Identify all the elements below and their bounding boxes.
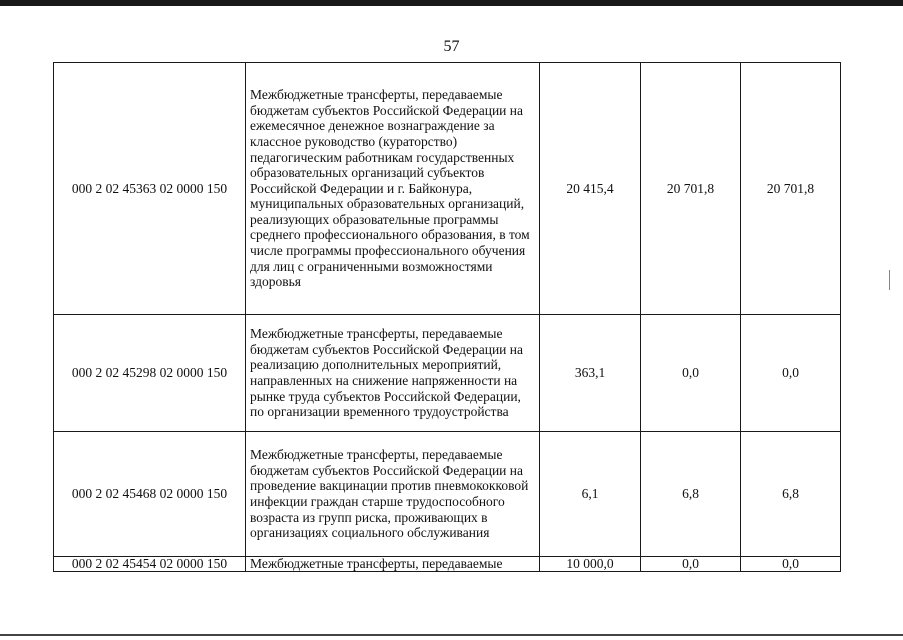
value-cell-1: 10 000,0: [540, 557, 641, 572]
description-cell: Межбюджетные трансферты, передаваемые бюджетам субъектов Российской Федерации на проведение вакцинации против пневмококковой инфекции граждан старше трудоспособного возраста из групп риска, проживающих в организациях социального обслуживания: [246, 432, 540, 557]
description-cell: Межбюджетные трансферты, передаваемые: [246, 557, 540, 572]
value-cell-3: 6,8: [741, 432, 841, 557]
scan-top-edge: [0, 0, 903, 6]
value-cell-2: 6,8: [641, 432, 741, 557]
description-cell: Межбюджетные трансферты, передаваемые бюджетам субъектов Российской Федерации на ежемесячное денежное вознаграждение за классное руководство (кураторство) педагогическим работникам государственных образовательных организаций субъектов Российской Федерации и г. Байконура, муниципальных образовательных организаций, реализующих образовательные программы среднего профессионального образования, в том числе программы профессионального обучения для лиц с ограниченными возможностями здоровья: [246, 63, 540, 315]
value-cell-1: 6,1: [540, 432, 641, 557]
value-cell-2: 20 701,8: [641, 63, 741, 315]
page-number: 57: [443, 38, 460, 55]
value-cell-3: 0,0: [741, 557, 841, 572]
value-cell-3: 0,0: [741, 315, 841, 432]
table-row: [54, 557, 841, 572]
budget-table: [53, 62, 841, 572]
value-cell-1: 20 415,4: [540, 63, 641, 315]
description-cell: Межбюджетные трансферты, передаваемые бюджетам субъектов Российской Федерации на реализацию дополнительных мероприятий, направленных на снижение напряженности на рынке труда субъектов Российской Федерации, по организации временного трудоустройства: [246, 315, 540, 432]
classification-code-cell: 000 2 02 45468 02 0000 150: [54, 432, 246, 557]
classification-code-cell: 000 2 02 45454 02 0000 150: [54, 557, 246, 572]
table-row: [54, 63, 841, 315]
value-cell-3: 20 701,8: [741, 63, 841, 315]
classification-code-cell: 000 2 02 45363 02 0000 150: [54, 63, 246, 315]
value-cell-1: 363,1: [540, 315, 641, 432]
scan-bottom-edge: [0, 634, 903, 636]
value-cell-2: 0,0: [641, 315, 741, 432]
table-row: [54, 432, 841, 557]
value-cell-2: 0,0: [641, 557, 741, 572]
table-row: [54, 315, 841, 432]
scan-artifact-mark: [889, 270, 890, 290]
classification-code-cell: 000 2 02 45298 02 0000 150: [54, 315, 246, 432]
